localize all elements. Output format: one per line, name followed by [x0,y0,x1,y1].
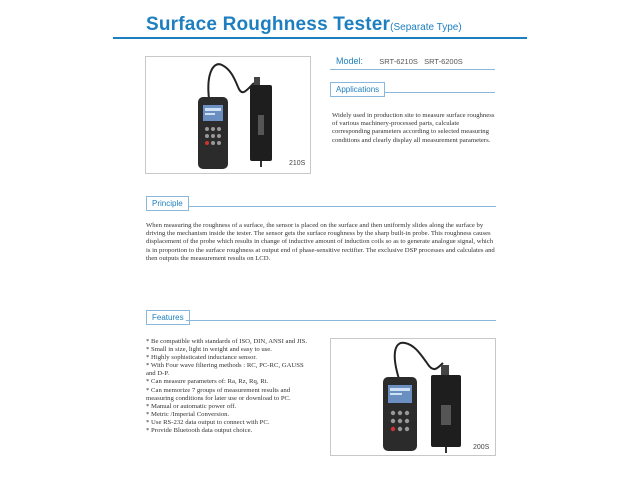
principle-text: When measuring the roughness of a surface, the sensor is placed on the surface and then uniformly slides along the surface by driving the mechanism inside the tester. The sensor gets the surface roughness by the sharp built-in probe. This roughness causes displacement of the probe which results in change of inductive amount of induction coils so as to generate analogue signal, which is in proportion to the surface roughness at output end of phase-sensitive rectifier. The exclusive DSP processes and calculates and then outputs the measurement results on LCD. [146,222,495,262]
features-divider [186,320,496,321]
tab-features: Features [146,310,190,325]
list-item: * Can measure parameters of: Ra, Rz, Rq, Rt. [146,378,269,386]
applications-divider [385,92,495,93]
title-main: Surface Roughness Tester [146,14,391,35]
device-illustration-1 [146,57,312,175]
list-item: * Small in size, light in weight and easy to use. [146,346,272,354]
product-photo-1 [145,56,311,174]
title-sub: (Separate Type) [390,22,462,33]
features-list [146,338,326,435]
photo-2-caption: 200S [473,444,490,451]
list-item: * With Four wave filtering methods : RC, PC-RC, GAUSS and D-P. [146,362,304,378]
tab-principle: Principle [146,196,189,211]
list-item: * Be compatible with standards of ISO, DIN, ANSI and JIS. [146,338,308,345]
model-row [336,56,467,66]
list-item: * Can memorize 7 groups of measurement results and measuring conditions for later use or download to PC. [146,386,291,402]
title-underline [113,37,527,39]
device-illustration-2 [331,339,497,457]
list-item: * Highly sophisticated inductance sensor. [146,354,257,362]
photo-1-caption: 210S [289,160,306,167]
principle-divider [188,206,496,207]
list-item: * Use RS-232 data output to connect with PC. [146,418,270,426]
applications-text: Widely used in production site to measure surface roughness of various machinery-processed parts, calculate corresponding parameters according to selected measuring conditions and clearly display all measurement parameters. [332,112,495,144]
model-value-2: SRT-6200S [424,57,463,66]
tab-applications: Applications [330,82,385,97]
list-item: * Manual or automatic power off. [146,402,237,410]
list-item: * Metric /Imperial Conversion. [146,410,230,418]
model-value-1: SRT-6210S [379,57,418,66]
model-divider [330,69,495,70]
list-item: * Provide Bluetooth data output choice. [146,427,253,435]
product-photo-2 [330,338,496,456]
model-label: Model: [336,56,364,66]
